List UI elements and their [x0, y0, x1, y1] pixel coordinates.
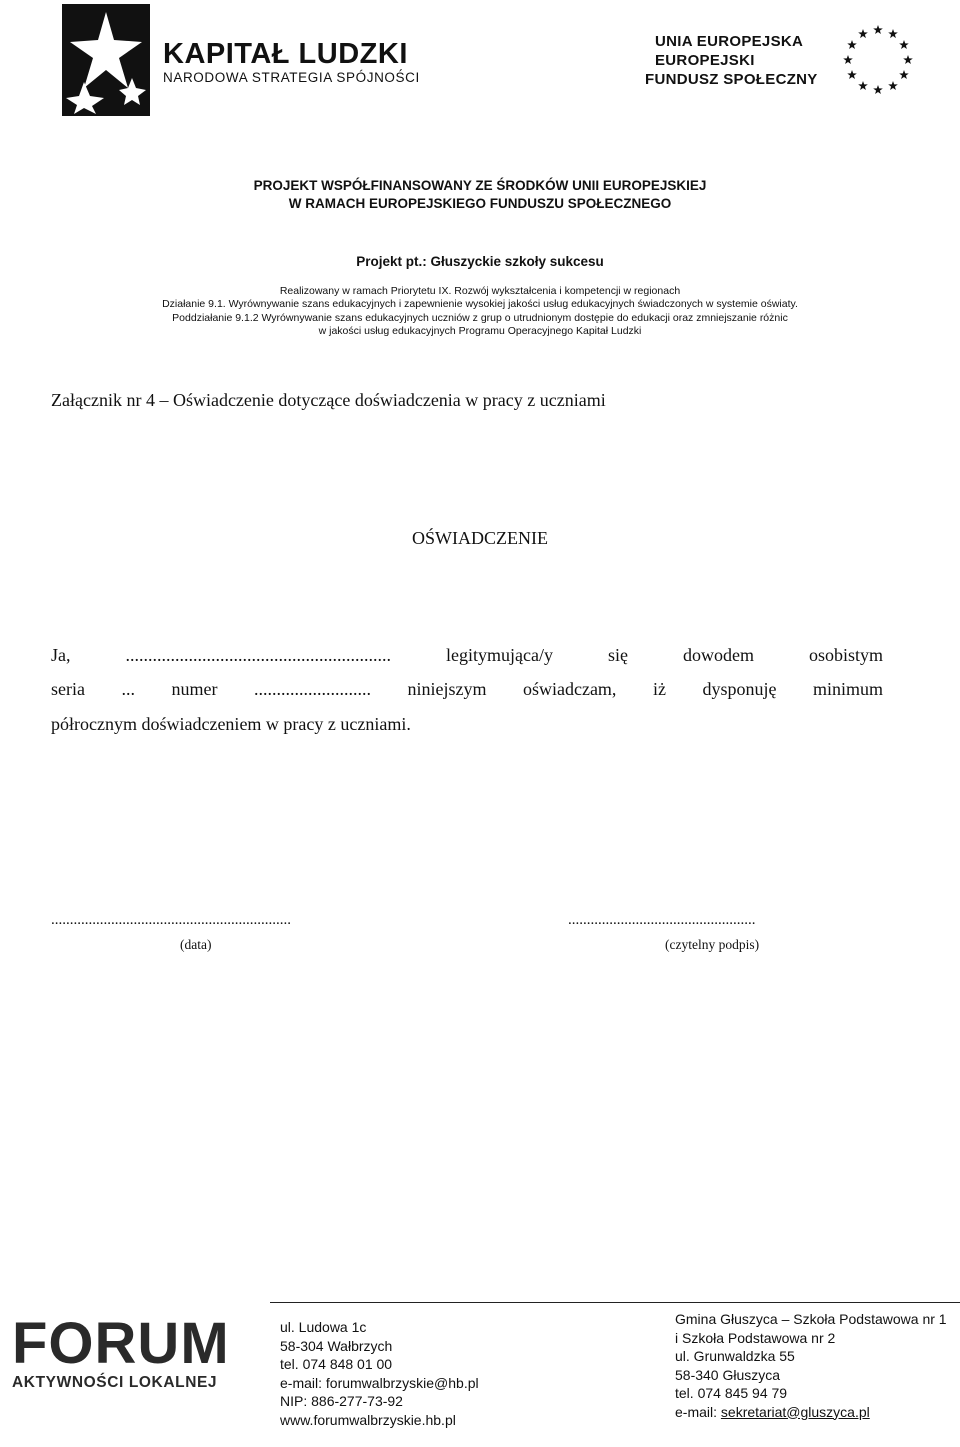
name-blank: ........................................................... [125, 645, 391, 665]
school-name-line: Gmina Głuszyca – Szkoła Podstawowa nr 1 [675, 1311, 947, 1327]
forum-logo-subtitle: AKTYWNOŚCI LOKALNEJ [12, 1374, 218, 1391]
word: Ja, [51, 645, 71, 665]
eu-star [847, 40, 857, 49]
project-submeasure-cont: w jakości usług edukacyjnych Programu Operacyjnego Kapitał Ludzki [318, 325, 642, 337]
declaration-line1 [51, 645, 883, 666]
eu-star [873, 85, 883, 94]
kapital-ludzki-logo-mark [62, 4, 150, 116]
word: iż [652, 679, 666, 699]
eu-star [899, 40, 909, 49]
footer-divider [270, 1302, 960, 1303]
eu-star [888, 29, 898, 38]
word: niniejszym [407, 679, 487, 699]
word: legitymująca/y [446, 645, 553, 665]
word: dowodem [682, 645, 754, 665]
word: numer [171, 679, 218, 699]
project-submeasure: Poddziałanie 9.1.2 Wyrównywanie szans edukacyjnych uczniów z grup o utrudnionym dostępie do edukacji oraz zmniejszanie różnic [172, 312, 788, 324]
date-blank: ................................................................ [51, 912, 291, 928]
word: się [607, 645, 628, 665]
school-contact [675, 1310, 947, 1421]
school-name-line2: i Szkoła Podstawowa nr 2 [675, 1329, 836, 1346]
word: seria [51, 679, 85, 699]
eu-star [873, 25, 883, 34]
eu-star [858, 81, 868, 90]
eu-logo-line3: FUNDUSZ SPOŁECZNY [645, 71, 818, 88]
eu-star [899, 70, 909, 79]
email-line: e-mail: forumwalbrzyskie@hb.pl [280, 1374, 479, 1391]
eu-stars-icon [840, 22, 916, 98]
email-label: e-mail: [675, 1403, 721, 1420]
phone-line: tel. 074 848 01 00 [280, 1356, 393, 1372]
website-line: www.forumwalbrzyskie.hb.pl [280, 1411, 456, 1428]
declaration-line2 [51, 679, 883, 700]
postal-line: 58-340 Głuszyca [675, 1366, 781, 1383]
date-label: (data) [180, 937, 212, 952]
word: osobistym [808, 645, 883, 665]
eu-logo-line2: EUROPEJSKI [655, 52, 755, 69]
kapital-ludzki-subtitle: NARODOWA STRATEGIA SPÓJNOŚCI [163, 70, 420, 85]
forum-logo-word: FORUM [12, 1311, 230, 1376]
project-measure: Działanie 9.1. Wyrównywanie szans edukacyjnych i zapewnienie wysokiej jakości usług edukacyjnych świadczonych w systemie oświaty. [162, 298, 798, 310]
forum-contact [280, 1318, 479, 1429]
eu-logo-line1: UNIA EUROPEJSKA [655, 33, 804, 50]
eu-star [903, 55, 913, 64]
eu-star [858, 29, 868, 38]
signature-label: (czytelny podpis) [665, 937, 760, 952]
nip-line: NIP: 886-277-73-92 [280, 1393, 403, 1409]
eu-star [847, 70, 857, 79]
project-priority: Realizowany w ramach Priorytetu IX. Rozwój wykształcenia i kompetencji w regionach [279, 285, 681, 297]
project-heading-line1: PROJEKT WSPÓŁFINANSOWANY ZE ŚRODKÓW UNII EUROPEJSKIEJ [253, 178, 707, 193]
project-heading-line2: W RAMACH EUROPEJSKIEGO FUNDUSZU SPOŁECZNEGO [288, 196, 672, 211]
series-blank: ... [121, 679, 135, 699]
word: oświadczam, [522, 679, 617, 699]
word: minimum [812, 679, 883, 699]
declaration-title: OŚWIADCZENIE [412, 528, 548, 548]
email-line [675, 1403, 947, 1422]
address-line: ul. Grunwaldzka 55 [675, 1348, 795, 1364]
email-link[interactable]: sekretariat@gluszyca.pl [720, 1403, 870, 1420]
signature-blank: .................................................. [568, 912, 756, 928]
postal-line: 58-304 Wałbrzych [280, 1337, 393, 1354]
kapital-ludzki-title: KAPITAŁ LUDZKI [163, 38, 408, 70]
number-blank: .......................... [253, 679, 371, 699]
word: dysponuję [702, 679, 777, 699]
declaration-line3: półrocznym doświadczeniem w pracy z uczniami. [51, 714, 411, 734]
eu-star [888, 81, 898, 90]
address-line: ul. Ludowa 1c [280, 1319, 367, 1335]
annex-heading: Załącznik nr 4 – Oświadczenie dotyczące doświadczenia w pracy z uczniami [51, 390, 606, 410]
phone-line: tel. 074 845 94 79 [675, 1385, 788, 1401]
project-title: Projekt pt.: Głuszyckie szkoły sukcesu [356, 254, 604, 269]
eu-star [843, 55, 853, 64]
